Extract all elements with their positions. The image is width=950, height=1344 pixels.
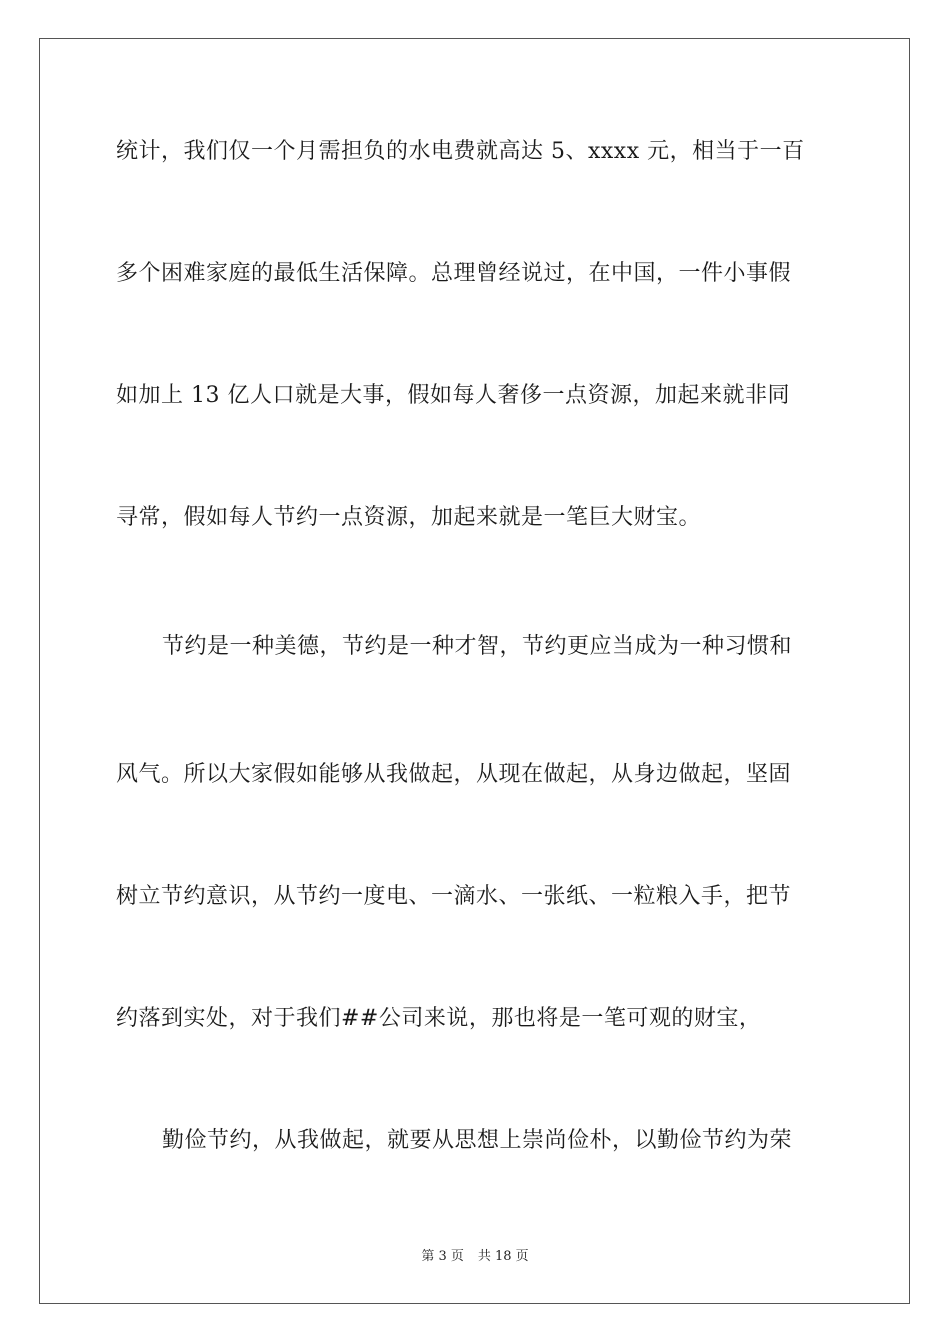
page-border	[39, 38, 910, 1304]
page-number: 第 3 页	[421, 1249, 464, 1264]
page-total: 共 18 页	[477, 1249, 529, 1264]
paragraph-line: 风气。所以大家假如能够从我做起，从现在做起，从身边做起，坚固	[116, 762, 792, 787]
page-footer	[0, 1248, 950, 1266]
paragraph-line: 节约是一种美德，节约是一种才智，节约更应当成为一种习惯和	[162, 634, 793, 659]
paragraph-line: 约落到实处，对于我们##公司来说，那也将是一笔可观的财宝，	[116, 1006, 762, 1031]
paragraph-line: 树立节约意识，从节约一度电、一滴水、一张纸、一粒粮入手，把节	[116, 884, 792, 909]
paragraph-line: 如加上 13 亿人口就是大事，假如每人奢侈一点资源，加起来就非同	[116, 383, 790, 408]
paragraph-line: 勤俭节约，从我做起，就要从思想上崇尚俭朴，以勤俭节约为荣	[162, 1128, 793, 1153]
paragraph-line: 统计，我们仅一个月需担负的水电费就高达 5、xxxx 元，相当于一百	[116, 139, 805, 164]
paragraph-line: 寻常，假如每人节约一点资源，加起来就是一笔巨大财宝。	[116, 505, 702, 530]
paragraph-line: 多个困难家庭的最低生活保障。总理曾经说过，在中国，一件小事假	[116, 261, 792, 286]
